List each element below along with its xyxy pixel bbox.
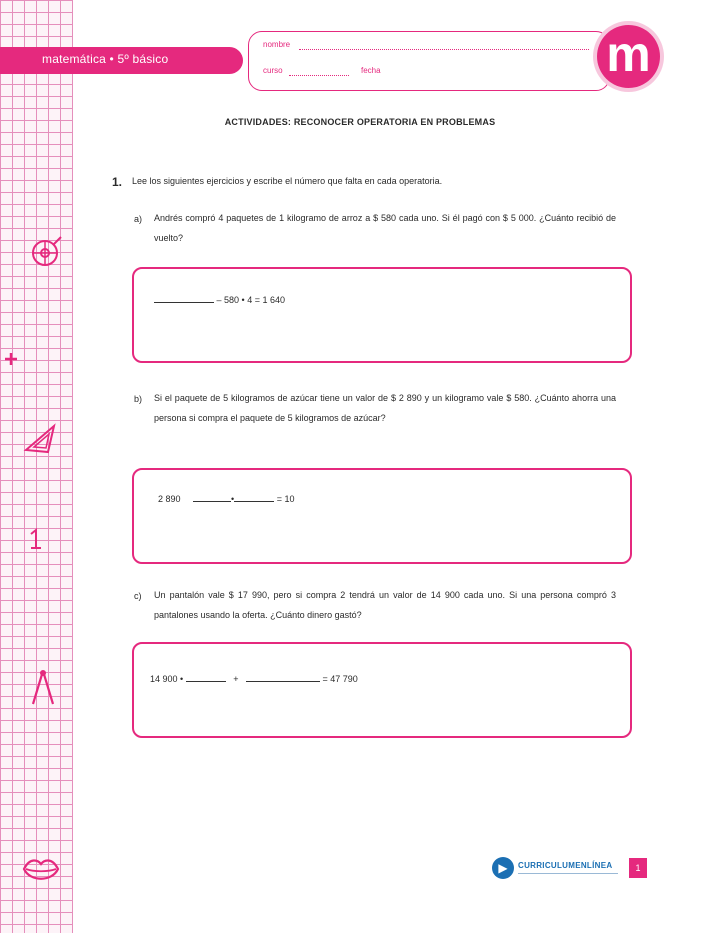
equation-a-rest: – 580 • 4 = 1 640 bbox=[216, 295, 285, 305]
footer-brand: CURRICULUMENLÍNEA bbox=[518, 861, 613, 870]
number-one-icon bbox=[27, 528, 43, 550]
fecha-label: fecha bbox=[361, 66, 381, 75]
lips-icon bbox=[20, 852, 62, 886]
item-b-text: Si el paquete de 5 kilogramos de azúcar tiene un valor de $ 2 890 y un kilogramo vale $ 580. ¿Cuánto ahorra una persona si compra el paquete de 5 kilogramos de azúcar? bbox=[154, 393, 616, 423]
subject-header-band bbox=[0, 47, 243, 74]
answer-blank-b1[interactable] bbox=[193, 492, 231, 502]
compass-icon bbox=[28, 668, 58, 708]
item-c-letter: c) bbox=[134, 591, 142, 601]
page-number: 1 bbox=[629, 858, 647, 878]
compass-wheel-icon bbox=[28, 232, 66, 270]
answer-blank-b2[interactable] bbox=[234, 492, 274, 502]
subject-label: matemática • 5º básico bbox=[42, 52, 169, 66]
equation-c bbox=[150, 672, 358, 684]
grid-margin-strip bbox=[0, 0, 73, 933]
page-title: ACTIVIDADES: RECONOCER OPERATORIA EN PROBLEMAS bbox=[224, 117, 496, 127]
equation-b bbox=[158, 492, 295, 504]
equation-b-op: • bbox=[231, 494, 235, 504]
equation-c-first: 14 900 • bbox=[150, 674, 184, 684]
equation-a bbox=[154, 293, 285, 305]
answer-box-b bbox=[132, 468, 632, 564]
equation-c-result: = 47 790 bbox=[322, 674, 358, 684]
nombre-label: nombre bbox=[263, 40, 291, 49]
item-b-letter: b) bbox=[134, 394, 143, 404]
equation-b-first: 2 890 bbox=[158, 494, 181, 504]
student-info-box bbox=[248, 31, 610, 91]
item-a-letter: a) bbox=[134, 214, 143, 224]
question-instruction: Lee los siguientes ejercicios y escribe el número que falta en cada operatoria. bbox=[132, 176, 443, 186]
brand-logo-m: m bbox=[597, 25, 660, 88]
curso-label: curso bbox=[263, 66, 283, 75]
plus-icon bbox=[3, 351, 19, 367]
item-c-text: Un pantalón vale $ 17 990, pero si compra 2 tendrá un valor de 14 900 cada uno. Si una persona compró 3 pantalones usando la oferta. ¿Cuánto dinero gastó? bbox=[154, 590, 616, 620]
answer-box-a bbox=[132, 267, 632, 363]
answer-blank-a1[interactable] bbox=[154, 293, 214, 303]
footer-brand-underline bbox=[518, 873, 618, 874]
answer-box-c bbox=[132, 642, 632, 738]
question-number: 1. bbox=[112, 175, 123, 189]
answer-blank-c1[interactable] bbox=[186, 672, 226, 682]
answer-blank-c2[interactable] bbox=[246, 672, 320, 682]
item-a-text: Andrés compró 4 paquetes de 1 kilogramo de arroz a $ 580 cada uno. Si él pagó con $ 5 000. ¿Cuánto recibió de vuelto? bbox=[154, 213, 616, 243]
equation-b-result: = 10 bbox=[276, 494, 295, 504]
nombre-field[interactable] bbox=[299, 49, 589, 50]
triangle-ruler-icon bbox=[22, 420, 58, 456]
equation-c-op: + bbox=[233, 674, 239, 684]
play-icon: ▶ bbox=[492, 857, 514, 879]
curso-field[interactable] bbox=[289, 75, 349, 76]
